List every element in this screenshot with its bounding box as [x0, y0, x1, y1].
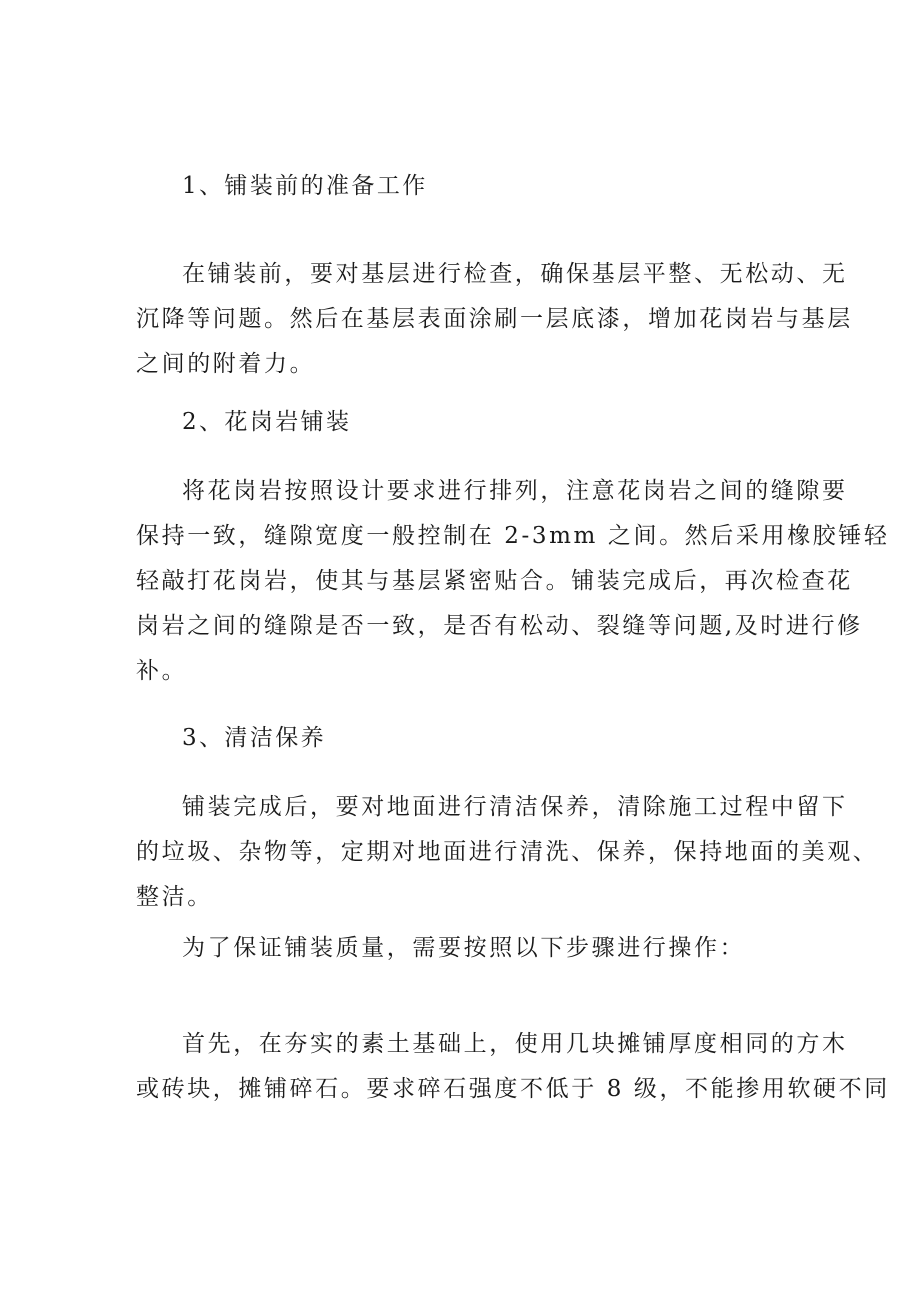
section-2-paragraph-line-2: 保持一致，缝隙宽度一般控制在 2-3mm 之间。然后采用橡胶锤轻: [136, 523, 890, 549]
section-1-heading: 1、铺装前的准备工作: [182, 173, 428, 199]
section-2-paragraph-line-4: 岗岩之间的缝隙是否一致，是否有松动、裂缝等问题,及时进行修: [136, 613, 863, 639]
section-2-paragraph-line-3: 轻敲打花岗岩，使其与基层紧密贴合。铺装完成后，再次检查花: [136, 568, 853, 594]
section-3-paragraph-line-2: 的垃圾、杂物等，定期对地面进行清洗、保养，保持地面的美观、: [136, 839, 879, 865]
section-3-paragraph-line-3: 整洁。: [136, 884, 213, 910]
steps-paragraph-line-2: 或砖块，摊铺碎石。要求碎石强度不低于 8 级，不能掺用软硬不同: [136, 1076, 890, 1102]
section-3-paragraph-line-1: 铺装完成后，要对地面进行清洁保养，清除施工过程中留下: [182, 794, 848, 820]
intro-paragraph-line: 为了保证铺装质量，需要按照以下步骤进行操作：: [182, 935, 746, 961]
section-1-paragraph-line-2: 沉降等问题。然后在基层表面涂刷一层底漆，增加花岗岩与基层: [136, 306, 853, 332]
section-1-paragraph-line-3: 之间的附着力。: [136, 351, 316, 377]
section-1-paragraph-line-1: 在铺装前，要对基层进行检查，确保基层平整、无松动、无: [182, 261, 848, 287]
steps-paragraph-line-1: 首先，在夯实的素土基础上，使用几块摊铺厚度相同的方木: [182, 1031, 848, 1057]
section-2-heading: 2、花岗岩铺装: [182, 409, 352, 435]
section-3-heading: 3、清洁保养: [182, 725, 327, 751]
section-2-paragraph-line-1: 将花岗岩按照设计要求进行排列，注意花岗岩之间的缝隙要: [182, 478, 848, 504]
section-2-paragraph-line-5: 补。: [136, 658, 188, 684]
